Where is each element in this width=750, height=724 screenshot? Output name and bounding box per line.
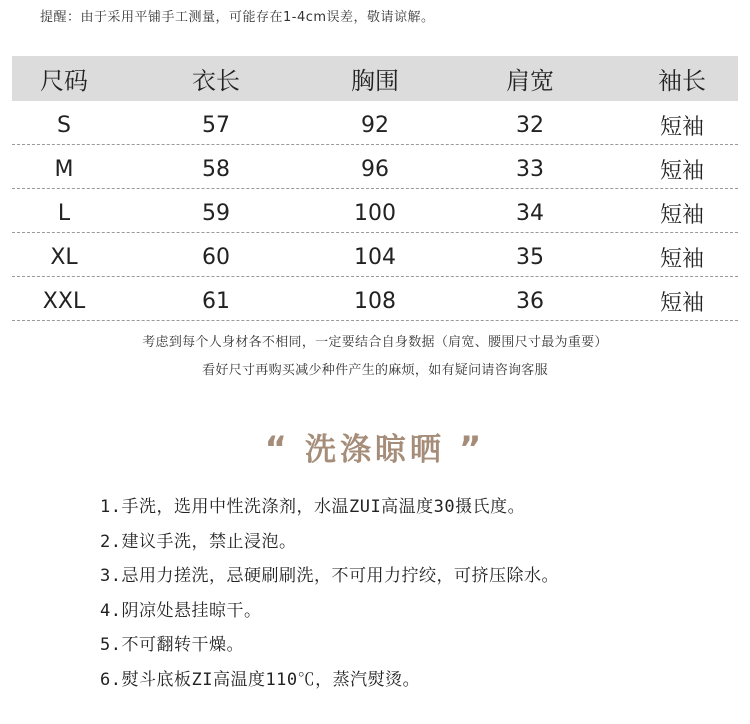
cell-chest: 104 <box>354 245 396 270</box>
size-table <box>12 56 738 321</box>
cell-size: XL <box>50 245 78 270</box>
list-item: 5.不可翻转干燥。 <box>100 635 244 655</box>
wash-title-text: 洗涤晾晒 <box>305 432 445 468</box>
table-row <box>12 145 738 189</box>
cell-chest: 96 <box>361 157 389 182</box>
wash-instructions-list <box>100 490 559 697</box>
size-table-header <box>12 56 738 101</box>
cell-chest: 100 <box>354 201 396 226</box>
cell-chest: 108 <box>354 289 396 314</box>
list-item: 6.熨斗底板ZI高温度110℃，蒸汽熨烫。 <box>100 669 421 690</box>
support-tip: 看好尺寸再购买减少种件产生的麻烦，如有疑问请咨询客服 <box>202 363 548 378</box>
cell-size: M <box>54 157 74 182</box>
cell-sleeve: 短袖 <box>659 291 704 316</box>
table-row <box>12 189 738 233</box>
measurement-notice: 提醒：由于采用平铺手工测量，可能存在1-4cm误差，敬请谅解。 <box>40 10 435 25</box>
table-row <box>12 101 738 145</box>
list-item: 1.手洗，选用中性洗涤剂，水温ZUI高温度30摄氏度。 <box>100 497 526 517</box>
cell-shoulder: 35 <box>516 245 544 270</box>
cell-size: XXL <box>42 289 86 314</box>
cell-sleeve: 短袖 <box>659 159 704 184</box>
header-size: 尺码 <box>40 67 88 95</box>
cell-length: 60 <box>202 245 230 270</box>
header-chest: 胸围 <box>351 67 399 95</box>
fit-tip: 考虑到每个人身材各不相同，一定要结合自身数据（肩宽、腰围尺寸最为重要） <box>142 335 608 350</box>
header-shoulder: 肩宽 <box>506 67 554 95</box>
cell-sleeve: 短袖 <box>659 203 704 228</box>
cell-size: S <box>57 113 71 138</box>
cell-shoulder: 33 <box>516 157 544 182</box>
list-item: 4.阴凉处悬挂晾干。 <box>100 600 262 621</box>
header-length: 衣长 <box>192 67 240 95</box>
cell-size: L <box>57 201 71 226</box>
cell-length: 61 <box>202 289 230 314</box>
cell-length: 58 <box>202 157 230 182</box>
table-row <box>12 277 738 321</box>
list-item: 3.忌用力搓洗，忌硬刷刷洗，不可用力拧绞，可挤压除水。 <box>100 566 559 586</box>
cell-shoulder: 36 <box>516 289 544 314</box>
list-item: 2.建议手洗，禁止浸泡。 <box>100 531 297 552</box>
header-sleeve: 袖长 <box>658 67 706 95</box>
cell-sleeve: 短袖 <box>659 247 704 272</box>
close-quote-mark: ” <box>459 429 486 469</box>
cell-sleeve: 短袖 <box>659 115 704 140</box>
open-quote-mark: “ <box>264 429 291 469</box>
cell-shoulder: 32 <box>516 113 544 138</box>
table-row <box>12 233 738 277</box>
cell-shoulder: 34 <box>516 201 544 226</box>
wash-section-title <box>0 424 750 469</box>
cell-length: 57 <box>202 113 230 138</box>
cell-chest: 92 <box>361 113 389 138</box>
cell-length: 59 <box>202 201 230 226</box>
